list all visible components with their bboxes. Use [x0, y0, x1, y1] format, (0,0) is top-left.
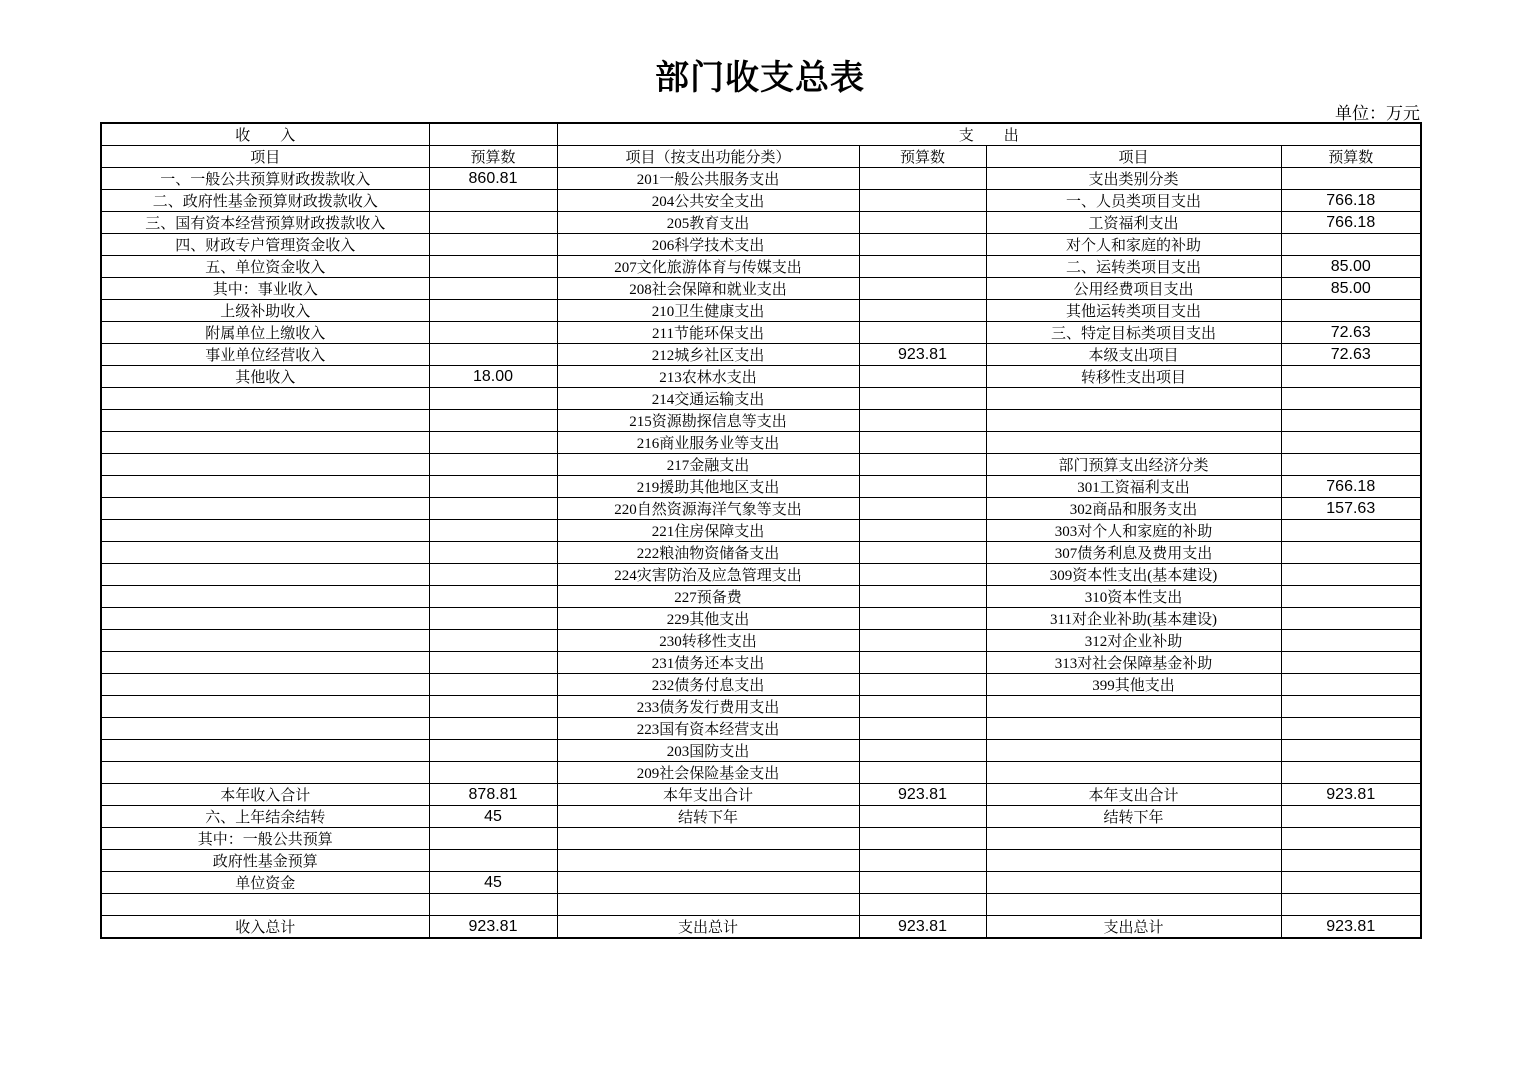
budget-value-cell	[429, 476, 557, 498]
unit-label: 单位：万元	[1335, 104, 1420, 123]
budget-value-cell	[1281, 652, 1421, 674]
budget-value-cell	[429, 828, 557, 850]
item-label-cell: 工资福利支出	[986, 212, 1281, 234]
budget-value-cell	[859, 674, 986, 696]
item-label-cell	[557, 850, 859, 872]
table-row	[101, 740, 1421, 762]
table-row	[101, 432, 1421, 454]
item-label-cell: 三、国有资本经营预算财政拨款收入	[101, 212, 429, 234]
budget-value-cell	[859, 520, 986, 542]
item-label-cell: 本年支出合计	[986, 784, 1281, 806]
table-row	[101, 652, 1421, 674]
item-label-cell	[986, 410, 1281, 432]
budget-value-cell	[859, 696, 986, 718]
budget-value-cell	[859, 608, 986, 630]
budget-value-cell	[859, 168, 986, 190]
budget-value-cell	[859, 498, 986, 520]
item-label-cell	[986, 718, 1281, 740]
budget-value-cell	[859, 366, 986, 388]
item-label-cell	[986, 894, 1281, 916]
item-label-cell	[986, 762, 1281, 784]
item-label-cell: 307债务利息及费用支出	[986, 542, 1281, 564]
budget-value-cell	[1281, 828, 1421, 850]
item-label-cell: 311对企业补助(基本建设)	[986, 608, 1281, 630]
item-label-cell	[101, 388, 429, 410]
budget-value-cell	[429, 300, 557, 322]
item-label-cell	[101, 696, 429, 718]
item-label-cell	[101, 410, 429, 432]
budget-value-cell	[1281, 806, 1421, 828]
budget-value-cell	[429, 718, 557, 740]
item-label-cell: 220自然资源海洋气象等支出	[557, 498, 859, 520]
budget-value-cell	[1281, 740, 1421, 762]
item-label-cell: 229其他支出	[557, 608, 859, 630]
budget-value-cell	[1281, 454, 1421, 476]
table-row	[101, 762, 1421, 784]
budget-value-cell	[429, 256, 557, 278]
item-label-cell: 211节能环保支出	[557, 322, 859, 344]
table-row	[101, 410, 1421, 432]
budget-value-cell	[1281, 542, 1421, 564]
budget-value-cell: 923.81	[429, 916, 557, 939]
budget-value-cell	[429, 410, 557, 432]
budget-value-cell	[1281, 432, 1421, 454]
budget-value-cell	[1281, 696, 1421, 718]
item-label-cell: 209社会保险基金支出	[557, 762, 859, 784]
budget-value-cell	[429, 608, 557, 630]
table-row	[101, 388, 1421, 410]
item-label-cell: 六、上年结余结转	[101, 806, 429, 828]
budget-value-cell	[859, 542, 986, 564]
budget-value-cell	[429, 520, 557, 542]
item-label-cell: 313对社会保障基金补助	[986, 652, 1281, 674]
budget-value-cell: 860.81	[429, 168, 557, 190]
budget-value-cell	[859, 212, 986, 234]
item-label-cell: 其他收入	[101, 366, 429, 388]
budget-value-cell	[1281, 234, 1421, 256]
item-label-cell	[101, 652, 429, 674]
budget-value-cell	[429, 586, 557, 608]
budget-value-cell	[1281, 168, 1421, 190]
item-label-cell: 221住房保障支出	[557, 520, 859, 542]
header-row-sections	[101, 123, 1421, 146]
item-label-cell: 312对企业补助	[986, 630, 1281, 652]
item-label-cell: 301工资福利支出	[986, 476, 1281, 498]
item-label-cell: 一、人员类项目支出	[986, 190, 1281, 212]
budget-value-cell	[1281, 762, 1421, 784]
budget-value-cell: 85.00	[1281, 278, 1421, 300]
budget-value-cell	[429, 322, 557, 344]
item-label-cell: 214交通运输支出	[557, 388, 859, 410]
item-label-cell: 附属单位上缴收入	[101, 322, 429, 344]
budget-value-cell	[859, 410, 986, 432]
item-label-cell: 事业单位经营收入	[101, 344, 429, 366]
budget-value-cell: 766.18	[1281, 212, 1421, 234]
budget-value-cell	[859, 630, 986, 652]
table-row	[101, 696, 1421, 718]
table-row	[101, 784, 1421, 806]
budget-value-cell: 18.00	[429, 366, 557, 388]
budget-value-cell	[429, 652, 557, 674]
budget-value-cell: 85.00	[1281, 256, 1421, 278]
item-label-cell: 结转下年	[986, 806, 1281, 828]
table-body	[101, 168, 1421, 939]
item-label-cell: 303对个人和家庭的补助	[986, 520, 1281, 542]
item-label-cell: 支出总计	[986, 916, 1281, 939]
table-row	[101, 850, 1421, 872]
budget-value-cell	[429, 740, 557, 762]
item-label-cell	[101, 674, 429, 696]
budget-value-cell	[859, 872, 986, 894]
col-header-category-item: 项目	[986, 146, 1281, 168]
budget-value-cell	[859, 190, 986, 212]
table-row	[101, 630, 1421, 652]
budget-value-cell	[1281, 850, 1421, 872]
table-row	[101, 498, 1421, 520]
item-label-cell: 本年支出合计	[557, 784, 859, 806]
item-label-cell: 转移性支出项目	[986, 366, 1281, 388]
item-label-cell	[101, 586, 429, 608]
budget-value-cell: 923.81	[859, 344, 986, 366]
item-label-cell	[986, 850, 1281, 872]
budget-value-cell	[429, 894, 557, 916]
budget-value-cell	[429, 542, 557, 564]
item-label-cell: 208社会保障和就业支出	[557, 278, 859, 300]
item-label-cell	[101, 564, 429, 586]
item-label-cell	[101, 542, 429, 564]
budget-value-cell	[859, 256, 986, 278]
item-label-cell: 233债务发行费用支出	[557, 696, 859, 718]
budget-value-cell	[429, 762, 557, 784]
item-label-cell: 302商品和服务支出	[986, 498, 1281, 520]
budget-value-cell	[429, 850, 557, 872]
item-label-cell: 四、财政专户管理资金收入	[101, 234, 429, 256]
item-label-cell	[101, 476, 429, 498]
budget-value-cell: 45	[429, 806, 557, 828]
item-label-cell: 224灾害防治及应急管理支出	[557, 564, 859, 586]
budget-value-cell	[859, 718, 986, 740]
item-label-cell: 本级支出项目	[986, 344, 1281, 366]
budget-value-cell	[1281, 366, 1421, 388]
col-header-function-budget: 预算数	[859, 146, 986, 168]
table-row	[101, 168, 1421, 190]
table-row	[101, 718, 1421, 740]
budget-value-cell	[1281, 520, 1421, 542]
header-row-columns	[101, 146, 1421, 168]
table-row	[101, 322, 1421, 344]
budget-value-cell: 157.63	[1281, 498, 1421, 520]
table-row	[101, 256, 1421, 278]
item-label-cell	[101, 608, 429, 630]
budget-value-cell	[1281, 630, 1421, 652]
budget-value-cell	[859, 278, 986, 300]
item-label-cell: 222粮油物资储备支出	[557, 542, 859, 564]
table-row	[101, 608, 1421, 630]
budget-value-cell	[1281, 894, 1421, 916]
budget-value-cell	[1281, 564, 1421, 586]
table-row	[101, 476, 1421, 498]
item-label-cell: 其中：一般公共预算	[101, 828, 429, 850]
item-label-cell: 223国有资本经营支出	[557, 718, 859, 740]
item-label-cell: 支出总计	[557, 916, 859, 939]
budget-value-cell	[859, 476, 986, 498]
table-row	[101, 806, 1421, 828]
item-label-cell: 政府性基金预算	[101, 850, 429, 872]
item-label-cell: 219援助其他地区支出	[557, 476, 859, 498]
budget-value-cell	[1281, 388, 1421, 410]
item-label-cell	[101, 432, 429, 454]
item-label-cell	[101, 762, 429, 784]
budget-value-cell	[429, 432, 557, 454]
col-header-income-budget: 预算数	[429, 146, 557, 168]
budget-value-cell	[429, 278, 557, 300]
item-label-cell: 210卫生健康支出	[557, 300, 859, 322]
table-row	[101, 190, 1421, 212]
budget-value-cell	[1281, 410, 1421, 432]
budget-value-cell	[1281, 718, 1421, 740]
item-label-cell	[101, 740, 429, 762]
item-label-cell	[557, 872, 859, 894]
header-income-spacer	[429, 123, 557, 146]
item-label-cell	[557, 894, 859, 916]
budget-value-cell: 923.81	[859, 916, 986, 939]
item-label-cell: 三、特定目标类项目支出	[986, 322, 1281, 344]
table-row	[101, 366, 1421, 388]
table-row	[101, 586, 1421, 608]
budget-value-cell	[429, 630, 557, 652]
budget-value-cell	[859, 740, 986, 762]
item-label-cell: 212城乡社区支出	[557, 344, 859, 366]
item-label-cell: 公用经费项目支出	[986, 278, 1281, 300]
item-label-cell: 213农林水支出	[557, 366, 859, 388]
item-label-cell: 五、单位资金收入	[101, 256, 429, 278]
budget-value-cell	[1281, 674, 1421, 696]
budget-value-cell	[859, 894, 986, 916]
budget-value-cell	[859, 828, 986, 850]
table-row	[101, 234, 1421, 256]
col-header-income-item: 项目	[101, 146, 429, 168]
item-label-cell: 结转下年	[557, 806, 859, 828]
budget-value-cell: 878.81	[429, 784, 557, 806]
item-label-cell: 232债务付息支出	[557, 674, 859, 696]
budget-value-cell	[859, 850, 986, 872]
item-label-cell: 216商业服务业等支出	[557, 432, 859, 454]
item-label-cell	[557, 828, 859, 850]
budget-value-cell	[859, 652, 986, 674]
item-label-cell	[986, 432, 1281, 454]
budget-value-cell	[429, 344, 557, 366]
item-label-cell: 二、政府性基金预算财政拨款收入	[101, 190, 429, 212]
budget-value-cell	[429, 234, 557, 256]
table-row	[101, 674, 1421, 696]
header-income: 收 入	[101, 123, 429, 146]
table-row	[101, 300, 1421, 322]
budget-value-cell	[429, 564, 557, 586]
table-row	[101, 828, 1421, 850]
budget-value-cell: 72.63	[1281, 344, 1421, 366]
budget-value-cell	[1281, 872, 1421, 894]
table-row	[101, 542, 1421, 564]
item-label-cell: 205教育支出	[557, 212, 859, 234]
table-row	[101, 872, 1421, 894]
item-label-cell: 310资本性支出	[986, 586, 1281, 608]
item-label-cell	[986, 872, 1281, 894]
item-label-cell: 其中：事业收入	[101, 278, 429, 300]
item-label-cell: 204公共安全支出	[557, 190, 859, 212]
budget-value-cell	[859, 806, 986, 828]
budget-value-cell	[859, 234, 986, 256]
budget-value-cell: 766.18	[1281, 476, 1421, 498]
item-label-cell: 399其他支出	[986, 674, 1281, 696]
budget-value-cell	[1281, 586, 1421, 608]
budget-value-cell	[429, 674, 557, 696]
table-row	[101, 454, 1421, 476]
item-label-cell	[101, 630, 429, 652]
budget-value-cell	[859, 564, 986, 586]
budget-value-cell	[859, 432, 986, 454]
item-label-cell: 单位资金	[101, 872, 429, 894]
col-header-category-budget: 预算数	[1281, 146, 1421, 168]
budget-value-cell	[1281, 300, 1421, 322]
budget-value-cell	[859, 322, 986, 344]
item-label-cell: 二、运转类项目支出	[986, 256, 1281, 278]
table-row	[101, 344, 1421, 366]
item-label-cell: 本年收入合计	[101, 784, 429, 806]
item-label-cell: 230转移性支出	[557, 630, 859, 652]
item-label-cell	[101, 520, 429, 542]
budget-value-cell	[859, 300, 986, 322]
table-row	[101, 520, 1421, 542]
item-label-cell: 231债务还本支出	[557, 652, 859, 674]
budget-value-cell: 766.18	[1281, 190, 1421, 212]
item-label-cell: 207文化旅游体育与传媒支出	[557, 256, 859, 278]
budget-value-cell	[429, 190, 557, 212]
budget-value-cell	[859, 762, 986, 784]
table-row	[101, 564, 1421, 586]
budget-value-cell	[429, 212, 557, 234]
budget-value-cell	[429, 498, 557, 520]
col-header-function-item: 项目（按支出功能分类）	[557, 146, 859, 168]
table-row	[101, 212, 1421, 234]
budget-value-cell	[429, 388, 557, 410]
budget-value-cell	[429, 696, 557, 718]
budget-value-cell: 45	[429, 872, 557, 894]
item-label-cell: 一、一般公共预算财政拨款收入	[101, 168, 429, 190]
item-label-cell	[986, 696, 1281, 718]
table-row	[101, 916, 1421, 939]
budget-value-cell: 72.63	[1281, 322, 1421, 344]
item-label-cell: 201一般公共服务支出	[557, 168, 859, 190]
item-label-cell	[986, 828, 1281, 850]
item-label-cell: 206科学技术支出	[557, 234, 859, 256]
budget-value-cell	[429, 454, 557, 476]
table-row	[101, 278, 1421, 300]
item-label-cell	[101, 718, 429, 740]
item-label-cell: 支出类别分类	[986, 168, 1281, 190]
item-label-cell: 227预备费	[557, 586, 859, 608]
table-header	[101, 123, 1421, 168]
budget-value-cell	[859, 586, 986, 608]
budget-value-cell: 923.81	[1281, 916, 1421, 939]
item-label-cell: 309资本性支出(基本建设)	[986, 564, 1281, 586]
budget-value-cell	[859, 454, 986, 476]
budget-summary-table	[100, 122, 1422, 939]
budget-value-cell	[859, 388, 986, 410]
item-label-cell	[101, 894, 429, 916]
page-title: 部门收支总表	[655, 59, 865, 97]
item-label-cell: 收入总计	[101, 916, 429, 939]
item-label-cell: 其他运转类项目支出	[986, 300, 1281, 322]
item-label-cell	[986, 740, 1281, 762]
item-label-cell	[101, 454, 429, 476]
item-label-cell	[986, 388, 1281, 410]
budget-value-cell	[1281, 608, 1421, 630]
item-label-cell: 对个人和家庭的补助	[986, 234, 1281, 256]
item-label-cell: 上级补助收入	[101, 300, 429, 322]
item-label-cell	[101, 498, 429, 520]
item-label-cell: 部门预算支出经济分类	[986, 454, 1281, 476]
table-row	[101, 894, 1421, 916]
item-label-cell: 215资源勘探信息等支出	[557, 410, 859, 432]
item-label-cell: 217金融支出	[557, 454, 859, 476]
item-label-cell: 203国防支出	[557, 740, 859, 762]
budget-value-cell: 923.81	[1281, 784, 1421, 806]
header-expenditure: 支 出	[557, 123, 1421, 146]
budget-value-cell: 923.81	[859, 784, 986, 806]
